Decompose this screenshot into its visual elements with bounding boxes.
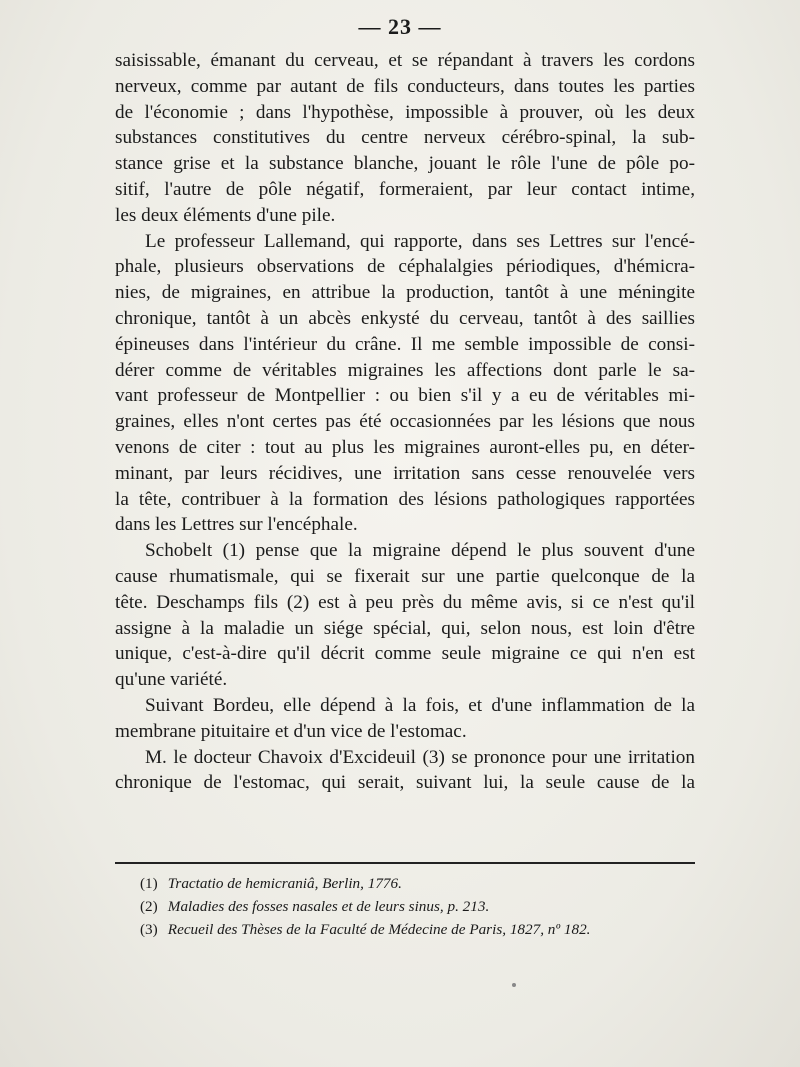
footnote-number: (2) — [140, 898, 158, 915]
text-line: substances constitutives du centre nerveux cérébro-spinal, la sub- — [115, 127, 695, 149]
text-line: dans les Lettres sur l'encéphale. — [115, 514, 358, 536]
paragraph-3 — [115, 538, 695, 693]
text-line: épineuses dans l'intérieur du crâne. Il me semble impossible de consi- — [115, 333, 695, 355]
footnote-1 — [140, 872, 700, 895]
text-line: de l'économie ; dans l'hypothèse, impossible à prouver, où les deux — [115, 101, 695, 123]
text-line: stance grise et la substance blanche, jouant le rôle l'une de pôle po- — [115, 153, 695, 175]
text-line: qu'une variété. — [115, 669, 228, 691]
text-line: tête. Deschamps fils (2) est à peu près du même avis, si ce n'est qu'il — [115, 591, 695, 613]
text-line: la tête, contribuer à la formation des lésions pathologiques rapportées — [115, 488, 695, 510]
paragraph-5 — [115, 745, 695, 797]
text-line: venons de citer : tout au plus les migraines auront-elles pu, en déter- — [115, 436, 695, 458]
text-line: chronique, tantôt à un abcès enkysté du cerveau, tantôt à des saillies — [115, 307, 695, 329]
text-line: nerveux, comme par autant de fils conducteurs, dans toutes les parties — [115, 75, 695, 97]
footnote-2 — [140, 895, 700, 918]
text-line: dérer comme de véritables migraines les affections dont parle le sa- — [115, 359, 695, 381]
footnote-3 — [140, 918, 700, 941]
text-line: M. le docteur Chavoix d'Excideuil (3) se prononce pour une irritation — [145, 746, 695, 768]
text-line: unique, c'est-à-dire qu'il décrit comme seule migraine ce qui n'en est — [115, 643, 695, 665]
text-line: chronique de l'estomac, qui serait, suivant lui, la seule cause de la — [115, 772, 695, 794]
paper-speck — [512, 983, 516, 987]
footnote-text: Tractatio de hemicraniâ, Berlin, 1776. — [167, 875, 402, 892]
text-line: phale, plusieurs observations de céphalalgies périodiques, d'hémicra- — [115, 256, 695, 278]
text-line: assigne à la maladie un siége spécial, qui, selon nous, est loin d'être — [115, 617, 695, 639]
text-line: Le professeur Lallemand, qui rapporte, dans ses Lettres sur l'encé- — [145, 230, 695, 252]
paragraph-4 — [115, 693, 695, 745]
text-line: membrane pituitaire et d'un vice de l'estomac. — [115, 720, 467, 742]
page-number: — 23 — — [358, 14, 442, 39]
text-line: Suivant Bordeu, elle dépend à la fois, et d'une inflammation de la — [145, 694, 695, 716]
text-line: les deux éléments d'une pile. — [115, 204, 336, 226]
text-line: sitif, l'autre de pôle négatif, formeraient, par leur contact intime, — [115, 178, 695, 200]
footnote-text: Maladies des fosses nasales et de leurs sinus, p. 213. — [167, 898, 490, 915]
body-text — [115, 48, 695, 796]
text-line: minant, par leurs récidives, une irritation sans cesse renouvelée vers — [115, 462, 695, 484]
text-line: saisissable, émanant du cerveau, et se répandant à travers les cordons — [115, 50, 695, 71]
text-line: vant professeur de Montpellier : ou bien s'il y a eu de véritables mi- — [115, 385, 695, 407]
paragraph-2 — [115, 229, 695, 539]
footnote-text: Recueil des Thèses de la Faculté de Médecine de Paris, 1827, nº 182. — [167, 921, 591, 938]
text-line: nies, de migraines, en attribue la production, tantôt à une méningite — [115, 282, 695, 304]
paragraph-1 — [115, 48, 695, 229]
text-line: graines, elles n'ont certes pas été occasionnées par les lésions que nous — [115, 411, 695, 433]
text-line: cause rhumatismale, qui se fixerait sur une partie quelconque de la — [115, 565, 695, 587]
footnote-divider — [115, 862, 695, 864]
footnote-number: (1) — [140, 875, 158, 892]
footnote-number: (3) — [140, 921, 158, 938]
text-line: Schobelt (1) pense que la migraine dépend le plus souvent d'une — [145, 540, 695, 562]
footnotes — [140, 872, 700, 941]
